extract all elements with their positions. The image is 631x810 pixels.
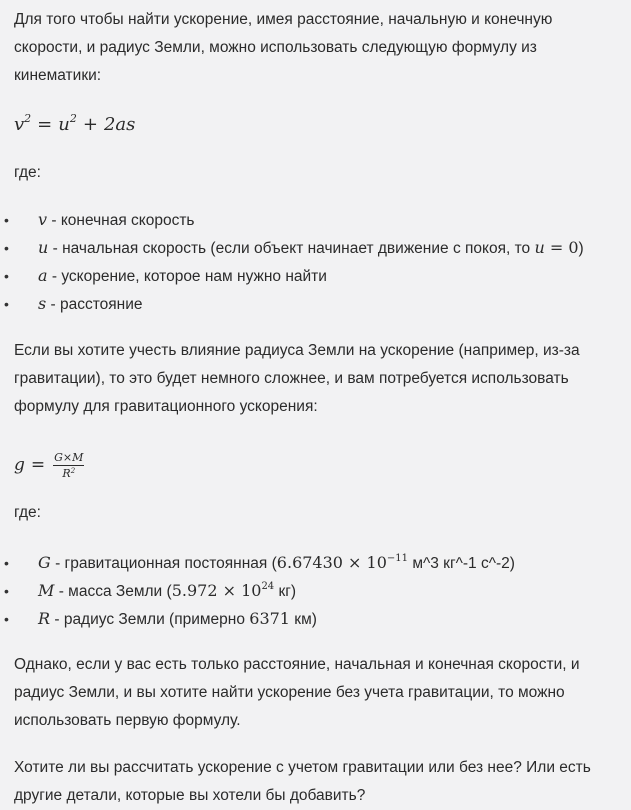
list-item — [4, 605, 613, 633]
var-tail-end: ) — [578, 240, 584, 257]
var-text-before: - масса Земли ( — [54, 583, 172, 600]
var-number: 6371 — [249, 609, 290, 628]
formula-plus: + — [82, 114, 98, 135]
var-tail-math: = 0 — [544, 238, 579, 257]
var-text-after: км) — [289, 611, 317, 628]
formula-u: u — [58, 114, 70, 135]
var-symbol: M — [38, 581, 55, 600]
var-number — [172, 581, 274, 600]
formula-rest: 2as — [103, 114, 136, 135]
where-label-1: где: — [14, 164, 41, 181]
var-description: - расстояние — [46, 296, 143, 313]
outro-paragraph: Однако, если у вас есть только расстояние, начальная и конечная скорости, и радиус Земли, и вы хотите найти ускорение без учета гравитации, то можно использовать первую формулу. — [14, 656, 580, 729]
var-number-base: 5.972 × 10 — [171, 581, 262, 600]
var-description: - начальная скорость (если объект начинает движение с покоя, то — [48, 240, 535, 257]
kinematics-formula — [14, 111, 613, 139]
var-text-after: кг) — [274, 583, 297, 600]
var-number-exp: 24 — [261, 581, 275, 592]
gformula-denominator — [62, 466, 75, 480]
gformula-eq: = — [30, 455, 46, 475]
formula-v: v — [14, 114, 25, 135]
gravity-formula — [14, 445, 613, 485]
var-text-before: - гравитационная постоянная ( — [50, 555, 277, 572]
var-text-before: - радиус Земли (примерно — [50, 611, 250, 628]
var-tail-symbol: u — [534, 238, 545, 257]
bullet-icon: • — [4, 212, 9, 228]
list-item — [4, 549, 613, 577]
question-paragraph: Хотите ли вы рассчитать ускорение с учетом гравитации или без нее? Или есть другие детали, которые вы хотели бы добавить? — [14, 759, 591, 804]
bullet-icon: • — [4, 296, 9, 312]
bullet-icon: • — [4, 555, 9, 571]
bullet-icon: • — [4, 268, 9, 284]
var-symbol: a — [38, 266, 48, 285]
var-symbol: v — [38, 210, 48, 229]
bullet-icon: • — [4, 611, 9, 627]
var-text-after: м^3 кг^-1 с^-2) — [408, 555, 515, 572]
var-symbol: u — [38, 238, 49, 257]
list-item — [4, 262, 613, 290]
variable-list-2 — [4, 549, 613, 633]
gformula-fraction — [53, 451, 84, 480]
list-item — [4, 234, 613, 262]
var-description: - ускорение, которое нам нужно найти — [47, 268, 327, 285]
variable-list-1 — [4, 206, 613, 318]
var-number-base: 6.67430 × 10 — [276, 553, 387, 572]
gformula-den-base: R — [62, 466, 71, 480]
var-number — [277, 553, 408, 572]
where-label-2: где: — [14, 504, 41, 521]
gravity-intro-paragraph: Если вы хотите учесть влияние радиуса Земли на ускорение (например, из-за гравитации), то это будет немного сложнее, и вам потребуется использовать формулу для гравитационного ускорения: — [14, 342, 580, 415]
list-item — [4, 577, 613, 605]
bullet-icon: • — [4, 240, 9, 256]
list-item — [4, 290, 613, 318]
gformula-den-exp: 2 — [70, 466, 76, 475]
gformula-numerator: G×M — [54, 450, 84, 464]
gformula-g: g — [14, 455, 25, 475]
bullet-icon: • — [4, 583, 9, 599]
var-symbol: s — [38, 294, 47, 313]
intro-paragraph: Для того чтобы найти ускорение, имея расстояние, начальную и конечную скорости, и радиус Земли, можно использовать следующую формулу из кинематики: — [14, 11, 553, 84]
var-symbol: R — [38, 609, 51, 628]
formula-v-exp: 2 — [24, 112, 32, 125]
var-description: - конечная скорость — [47, 212, 195, 229]
var-number-exp: −11 — [386, 553, 409, 564]
var-symbol: G — [38, 553, 51, 572]
list-item — [4, 206, 613, 234]
formula-eq: = — [37, 114, 53, 135]
formula-u-exp: 2 — [69, 112, 77, 125]
